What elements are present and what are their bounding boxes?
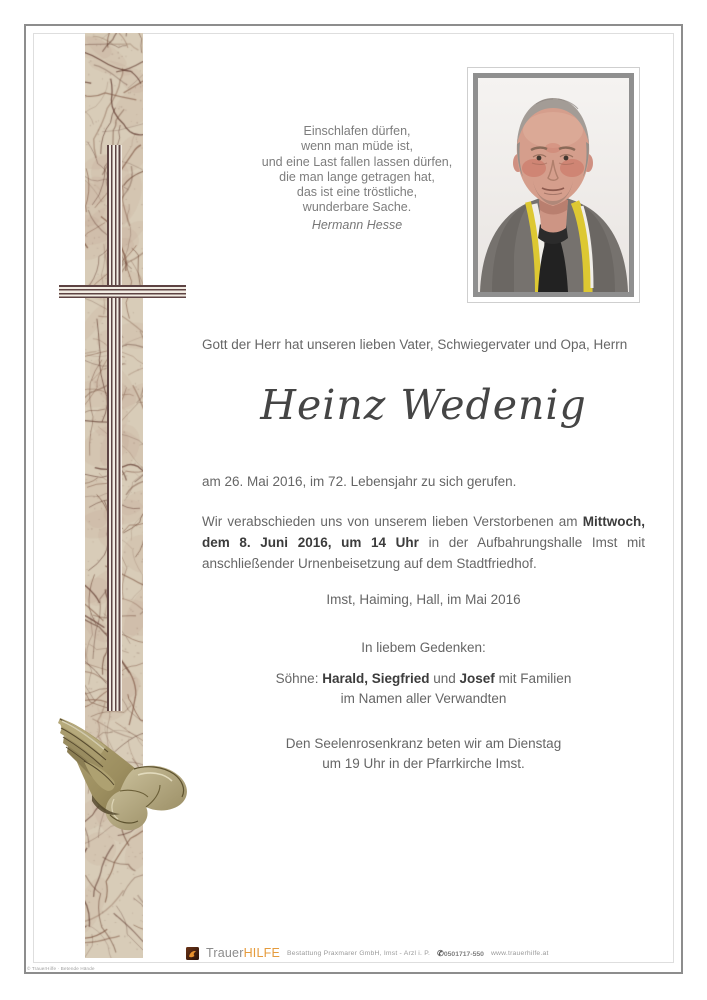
cross-icon — [107, 145, 122, 711]
phone-line — [437, 949, 484, 958]
portrait-illustration — [478, 78, 629, 292]
brand-gray-part: Trauer — [206, 946, 244, 960]
praying-hands-icon — [50, 703, 192, 841]
quote-line: das ist eine tröstliche, — [296, 185, 418, 200]
rosary-line-2: um 19 Uhr in der Pfarrkirche Imst. — [322, 756, 525, 771]
portrait-photo — [467, 67, 640, 303]
funeral-date-bold: Mittwoch, dem 8. Juni 2016, um 14 Uhr — [202, 514, 645, 550]
photo-frame — [473, 73, 634, 297]
quote-line: wunderbare Sache. — [302, 200, 412, 215]
rosary-notice — [202, 734, 645, 774]
sons-connector: und — [429, 671, 460, 686]
funeral-home-footer — [186, 944, 549, 962]
quote-author: Hermann Hesse — [311, 217, 403, 232]
quote-line: wenn man müde ist, — [301, 139, 413, 154]
mourning-family — [202, 669, 645, 709]
sons-names-2: Josef — [459, 671, 495, 686]
sons-suffix: mit Familien — [494, 671, 572, 686]
brand-wordmark — [206, 946, 280, 960]
cross-bar-icon — [59, 285, 186, 298]
relatives-line: im Namen aller Verwandten — [340, 691, 507, 706]
deceased-name: Heinz Wedenig — [260, 381, 587, 429]
company-line: Bestattung Praxmarer GmbH, Imst - Arzl i. P. — [287, 949, 431, 957]
remembrance-heading: In liebem Gedenken: — [361, 640, 486, 655]
places-date-line: Imst, Haiming, Hall, im Mai 2016 — [326, 592, 521, 607]
announcement-intro: Gott der Herr hat unseren lieben Vater, Schwiegervater und Opa, Herrn — [202, 337, 628, 352]
funeral-details — [202, 511, 645, 574]
quote-line: Einschlafen dürfen, — [303, 124, 411, 138]
funeral-details-post: in der Aufbahrungshalle Imst mit anschließender Urnenbeisetzung auf dem Stadtfriedhof. — [202, 535, 645, 571]
quote-line: und eine Last fallen lassen dürfen, — [261, 154, 453, 169]
sons-label: Söhne: — [275, 671, 323, 686]
trauerhilfe-logo-icon — [186, 947, 199, 960]
quote-line: die man lange getragen hat, — [279, 169, 435, 184]
rosary-line-1: Den Seelenrosenkranz beten wir am Dienstag — [285, 736, 562, 751]
phone-icon: ✆ — [437, 948, 444, 958]
copyright-note: © TrauerHilfe · Betende Hände — [27, 966, 95, 971]
funeral-details-pre: Wir verabschieden uns von unserem lieben Verstorbenen am — [202, 514, 583, 529]
death-date-line: am 26. Mai 2016, im 72. Lebensjahr zu sich gerufen. — [202, 474, 517, 489]
sons-names-1: Harald, Siegfried — [322, 671, 430, 686]
sons-line — [202, 669, 645, 689]
website-link: www.trauerhilfe.at — [490, 949, 549, 957]
brand-orange-part: HILFE — [243, 946, 280, 960]
phone-number: 0501717-550 — [443, 950, 484, 958]
